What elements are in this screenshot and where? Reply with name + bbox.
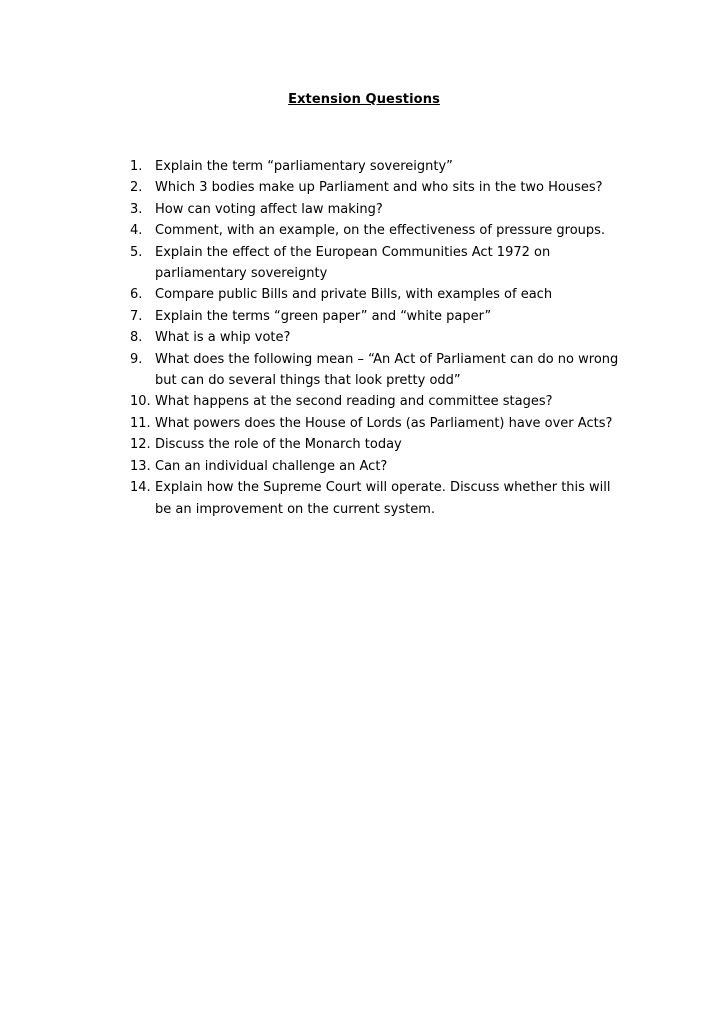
question-text: Discuss the role of the Monarch today [155,437,402,453]
question-number: 5. [130,244,143,260]
question-number: 6. [130,287,143,303]
question-item-1 [130,156,670,177]
question-text: What is a whip vote? [155,330,291,346]
question-item-14 [130,477,670,520]
question-number: 7. [130,308,143,324]
question-item-3 [130,199,670,220]
question-number: 4. [130,223,143,239]
question-number: 8. [130,330,143,346]
question-item-10 [130,391,670,412]
question-number: 11. [130,415,151,431]
question-text-continued: but can do several things that look pretty odd” [155,373,461,389]
question-item-13 [130,456,670,477]
question-text: What happens at the second reading and committee stages? [155,394,553,410]
question-item-4 [130,220,670,241]
question-text: Explain the terms “green paper” and “white paper” [155,308,492,324]
question-text: What does the following mean – “An Act of Parliament can do no wrong [155,351,619,367]
question-item-2 [130,177,670,198]
question-text: Explain the effect of the European Communities Act 1972 on [155,244,551,260]
question-text: Compare public Bills and private Bills, with examples of each [155,287,553,303]
question-text: Which 3 bodies make up Parliament and who sits in the two Houses? [155,180,603,196]
question-item-8 [130,327,670,348]
question-text: Can an individual challenge an Act? [155,458,388,474]
question-number: 9. [130,351,143,367]
question-item-9 [130,349,670,392]
question-item-6 [130,284,670,305]
question-text: What powers does the House of Lords (as Parliament) have over Acts? [155,415,613,431]
question-text: How can voting affect law making? [155,201,383,217]
question-item-7 [130,306,670,327]
question-number: 14. [130,480,151,496]
question-item-11 [130,413,670,434]
question-text: Explain the term “parliamentary sovereignty” [155,159,453,174]
question-number: 3. [130,201,143,217]
question-item-5 [130,242,670,285]
question-number: 10. [130,394,151,410]
question-text-continued: be an improvement on the current system. [155,501,436,517]
question-list [130,156,670,520]
question-item-12 [130,434,670,455]
question-number: 13. [130,458,151,474]
question-text: Comment, with an example, on the effectiveness of pressure groups. [155,223,606,239]
page-title: Extension Questions [288,92,440,107]
question-number: 12. [130,437,151,453]
question-number: 2. [130,180,143,196]
question-number: 1. [130,159,143,174]
question-text: Explain how the Supreme Court will operate. Discuss whether this will [155,480,611,496]
question-text-continued: parliamentary sovereignty [155,266,328,282]
